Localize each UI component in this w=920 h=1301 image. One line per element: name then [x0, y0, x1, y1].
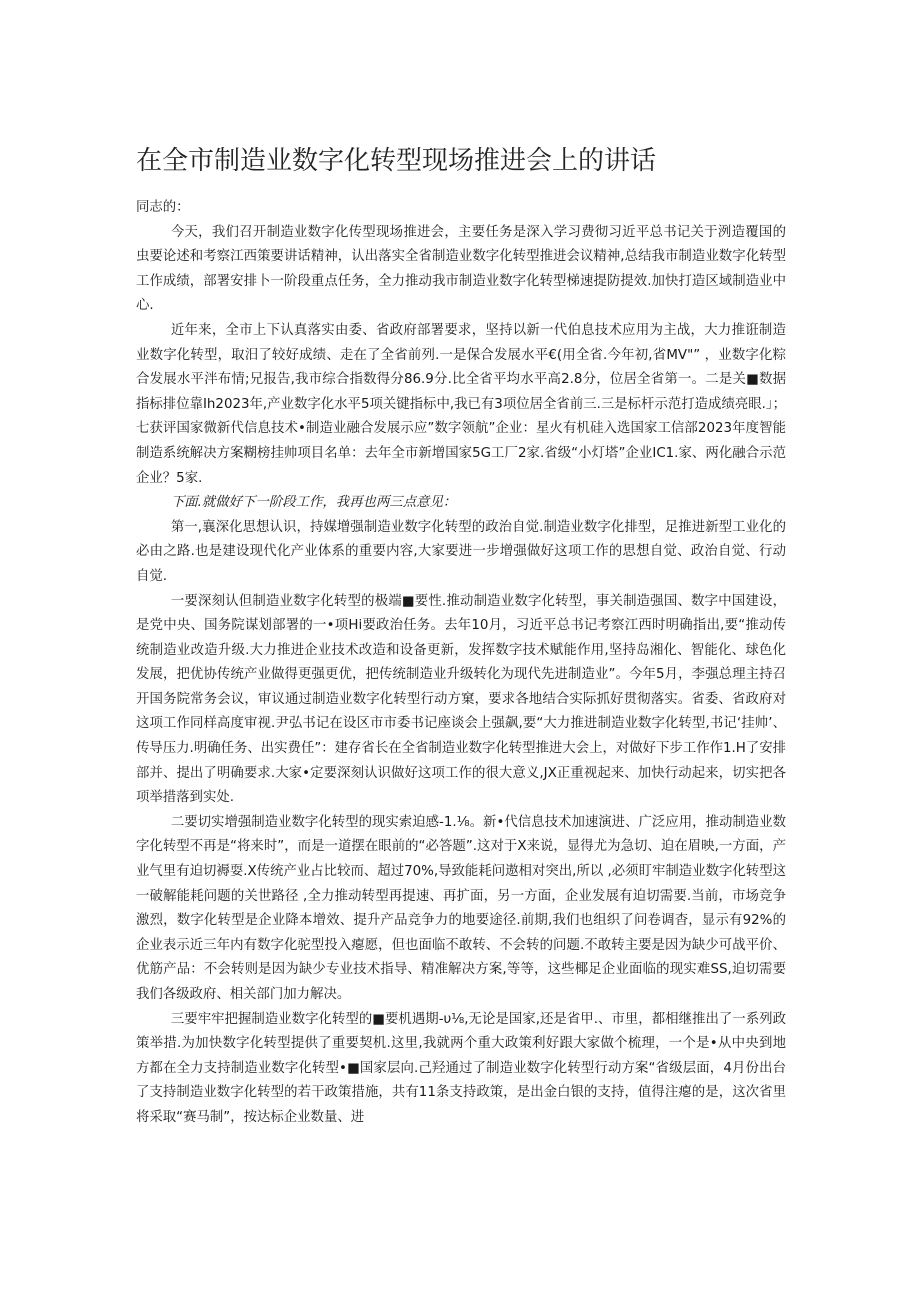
paragraph-subpoint-3: 三要牢牢把握制造业数字化转型的■要机遇期-υ⅛,无论是国家,还是省甲.、市里，都相继推出了一系列政策举措.为加快数字化转型提供了重要契机.这里,我就两个重大政策利好跟大家做个梳理，一个是•从中央到地方都在全力支持制造业数字化转型•■国家层向.己羟通过了制造业数字化转型行动方案“省级层面，4月份出台了支持制造业数字化转型的若干政策措施，共有11条支持政策，是出金白银的支持，值得注瘪的是，这次省里将采取“赛马制”，按达标企业数量、进: [136, 1011, 786, 1125]
paragraph-opening: 今天，我们召开制造业数字化传型现场推进会，主要任务是深入学习费彻习近平总书记关于洌造覆国的虫要论述和考察江西策要讲话精神，认出落实全省制造业数字化转型推进会议精神,总结我市制造业数字化转型工作成绩，部署安排卜一阶段重点任务，全力推动我市制造业数字化转型梯速提防提效.加快打造区域制造业中心.: [136, 224, 786, 314]
paragraph-achievements: 近年来，全市上下认真落实由委、省政府部署要求，坚持以新一代伯息技术应用为主战，大力推诳制造业数字化转型，取汨了较好成绩、走在了全省前列.一是保合发展水平€(用全省.今年初,省MV"” ，业数字化粽合发展水平泮布情;兄报告,我市综合指数得分86.9分.比全省平均水平高2.8分，位居全省第一。二是关■数据指标排位靠Ih2023年,产业数字化水平5项关键指标中,我已有3项位居全省前三.三是标杆示范打造成绩亮眼.」；七获评国家微新代信息技术•制造业融合发展示应”数字领航”企业：星火有机硅入选国家工信部2023年度智能制造系统解决方案糊榜挂帅项目名单：去年全市新增国家5G工厂2家.省级“小灯塔”企业IC1.家、两化融合示范企业？5家.: [136, 322, 786, 486]
salutation: 同志的：: [136, 200, 190, 215]
paragraph-point-one: 第一,襄深化思想认识，持媒增强制造业数字化转型的政治自觉.制造业数字化排型，足推进新型工业化的必由之路.也是建设现代化产业体系的重要内容,大家要进一步增强做好这项工作的思想自觉、政治自觉、行动自觉.: [136, 519, 786, 584]
document-body: [136, 196, 786, 1131]
document-title: 在全市制造业数字化转型现场推进会上的讲话: [136, 146, 657, 176]
paragraph-subpoint-2: 二要切实增强制造业数字化转型的现实索迫感-1.⅛。新•代信息技术加速演进、广泛应用，推动制造业数字化转型不再是“将来时”，而是一道摆在眼前的“必答题”.这对于X来说，显得尤为急切、迫在眉映,一方面，产业气里有迫切褥耍.X传统产业占比较而、超过70%,导致能耗问遨相对突出,所以 ,必须盯牢制造业数字化转型这一破解能耗问题的关世路径 ,全力推动转型再提速、再扩面，另一方面，企业发展有迫切需要.当前，市场竞争激烈，数字化转型是企业降本增效、提升产品竞争力的地要途径.前期,我们也组织了问卷调杳，显示有92%的企业表示近三年内有数字化驼型投入瘪愿，但也面临不敢转、不会转的问题.不敢转主要是因为缺少可战平价、优筋产品：不会转则是因为缺少专业技术指导、精准解决方案,等等，这些椰足企业面临的现实难SS,迫切需要我们各级政府、相关部门加力解决。: [136, 814, 786, 1002]
paragraph-subpoint-1: 一要深刻认但制造业数字化转型的极端■要性.推动制造业数字化转型，事关制造强国、数字中国建设，是党中央、国务院谋划部署的一•项Hi要政治任务。去年10月，习近平总书记考察江西时明确指出,要“推动传统制造业改造升级.大力推进企业技术改造和设备更新，发挥数字技术赋能作用,坚持岛湘化、智能化、球色化发展，把优协传统产业做得更强更优，把传统制造业升级转化为现代先进制造业”。今年5月，李强总理主持召开国务院常务会议，审议通过制造业数字化转型行动方窠，要求各地结合实际抓好贯彻落实。省委、省政府对这项工作同样高度审视.尹弘书记在设区市市委书记座谈会上强飙,要“大力推进制造业数字化转型,书记‘挂帅’、传导压力.明确任务、出实费任”：建存省长在全省制造业数字化转型推进大会上，对做好下步工作作1.H了安排部并、提出了明确要求.大家•定要深刻认识做好这项工作的很大意义,JX正重视起来、加快行动起来，切实把各项举措落到实处.: [136, 593, 787, 806]
paragraph-transition: 下面.就做好下一阶段工作，我再也两三点意见：: [170, 495, 457, 511]
